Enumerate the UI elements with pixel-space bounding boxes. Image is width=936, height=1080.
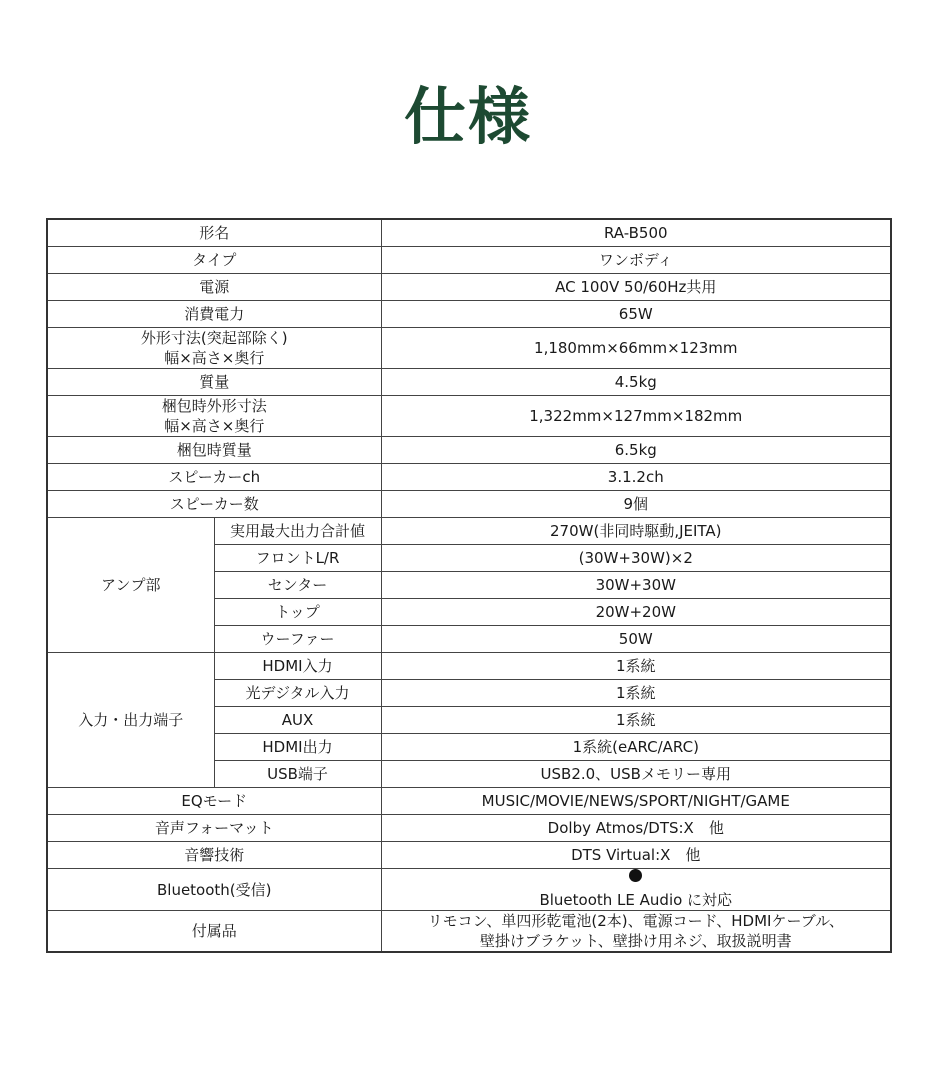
- row-value: 20W+20W: [381, 599, 891, 626]
- row-value: USB2.0、USBメモリー専用: [381, 761, 891, 788]
- row-value: [381, 869, 891, 911]
- row-value: 1系統: [381, 653, 891, 680]
- row-value: 3.1.2ch: [381, 464, 891, 491]
- row-value-line: 壁掛けブラケット、壁掛け用ネジ、取扱説明書: [479, 932, 792, 950]
- row-value: 4.5kg: [381, 369, 891, 396]
- row-value-line: Bluetooth LE Audio に対応: [539, 891, 733, 909]
- row-label-line: 梱包時外形寸法: [161, 397, 267, 415]
- row-value: 9個: [381, 491, 891, 518]
- row-value: ワンボディ: [381, 247, 891, 274]
- row-value: (30W+30W)×2: [381, 545, 891, 572]
- row-label-line: 幅×高さ×奥行: [164, 417, 265, 435]
- row-value: 1系統: [381, 680, 891, 707]
- table-row: [47, 518, 891, 545]
- row-label: EQモード: [47, 788, 381, 815]
- table-row: [47, 815, 891, 842]
- sub-label: 実用最大出力合計値: [214, 518, 381, 545]
- row-value: AC 100V 50/60Hz共用: [381, 274, 891, 301]
- table-row: [47, 653, 891, 680]
- table-row: [47, 219, 891, 247]
- row-label: スピーカー数: [47, 491, 381, 518]
- row-label: 梱包時質量: [47, 437, 381, 464]
- row-value: RA-B500: [381, 219, 891, 247]
- row-label: スピーカーch: [47, 464, 381, 491]
- table-row: [47, 869, 891, 911]
- row-value: 30W+30W: [381, 572, 891, 599]
- row-value: DTS Virtual:X 他: [381, 842, 891, 869]
- row-label: タイプ: [47, 247, 381, 274]
- table-row: [47, 437, 891, 464]
- table-row: [47, 328, 891, 369]
- row-value-line: リモコン、単四形乾電池(2本)、電源コード、HDMIケーブル、: [427, 912, 844, 930]
- row-label: 電源: [47, 274, 381, 301]
- sub-label: 光デジタル入力: [214, 680, 381, 707]
- row-value: 1系統: [381, 707, 891, 734]
- row-label: 音声フォーマット: [47, 815, 381, 842]
- row-value: 50W: [381, 626, 891, 653]
- row-value: 1系統(eARC/ARC): [381, 734, 891, 761]
- table-row: [47, 788, 891, 815]
- row-label-line: 外形寸法(突起部除く): [140, 329, 288, 347]
- sub-label: AUX: [214, 707, 381, 734]
- row-label: 音響技術: [47, 842, 381, 869]
- table-row: [47, 911, 891, 953]
- table-row: [47, 369, 891, 396]
- row-label: [47, 328, 381, 369]
- row-value: Dolby Atmos/DTS:X 他: [381, 815, 891, 842]
- sub-label: HDMI出力: [214, 734, 381, 761]
- row-value: 1,180mm×66mm×123mm: [381, 328, 891, 369]
- row-label: 付属品: [47, 911, 381, 953]
- sub-label: USB端子: [214, 761, 381, 788]
- row-value: 270W(非同時駆動,JEITA): [381, 518, 891, 545]
- table-row: [47, 396, 891, 437]
- group-label-amp: アンプ部: [47, 518, 214, 653]
- row-value: 1,322mm×127mm×182mm: [381, 396, 891, 437]
- row-value: 6.5kg: [381, 437, 891, 464]
- row-value: 65W: [381, 301, 891, 328]
- table-row: [47, 247, 891, 274]
- filled-circle-icon: [629, 869, 642, 882]
- sub-label: センター: [214, 572, 381, 599]
- row-value: [381, 911, 891, 953]
- table-row: [47, 464, 891, 491]
- row-value: MUSIC/MOVIE/NEWS/SPORT/NIGHT/GAME: [381, 788, 891, 815]
- row-label: 形名: [47, 219, 381, 247]
- sub-label: HDMI入力: [214, 653, 381, 680]
- row-label: 質量: [47, 369, 381, 396]
- table-row: [47, 491, 891, 518]
- row-label: Bluetooth(受信): [47, 869, 381, 911]
- row-label-line: 幅×高さ×奥行: [164, 349, 265, 367]
- sub-label: フロントL/R: [214, 545, 381, 572]
- spec-table: [46, 218, 892, 953]
- table-row: [47, 274, 891, 301]
- row-label: [47, 396, 381, 437]
- row-label: 消費電力: [47, 301, 381, 328]
- table-row: [47, 842, 891, 869]
- table-row: [47, 301, 891, 328]
- sub-label: トップ: [214, 599, 381, 626]
- page-title: 仕様: [403, 80, 532, 153]
- sub-label: ウーファー: [214, 626, 381, 653]
- group-label-io: 入力・出力端子: [47, 653, 214, 788]
